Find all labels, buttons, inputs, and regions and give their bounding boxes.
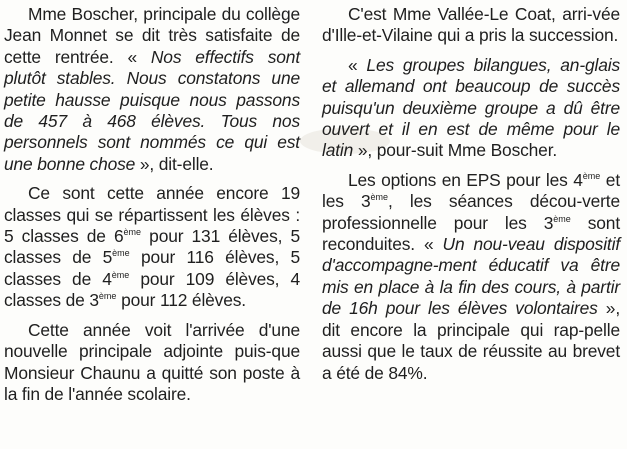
text-options-1: Les options en EPS pour les 4	[348, 169, 583, 190]
text-options-5: », dit encore la principale qui rap-pelle aussi que le taux de réussite au brevet a été de 84%.	[322, 298, 620, 383]
text-options-2: et les 3	[322, 169, 621, 212]
paragraph-principale-adjointe	[4, 320, 300, 406]
quote-open: «	[348, 54, 367, 75]
text-principale-adjointe: Cette année voit l'arrivée d'une nouvelle principale adjointe puis-que Monsieur Chaunu a quitté son poste à la fin de l'année scolaire.	[4, 319, 300, 404]
text-succession: C'est Mme Vallée-Le Coat, arri-vée d'Ille-et-Vilaine qui a pris la succession.	[322, 4, 620, 46]
superscript-eme: ème	[370, 192, 389, 203]
text-classes-5: pour 112 élèves.	[116, 290, 246, 311]
text-classes-4: pour 109 élèves, 4 classes de 3	[4, 268, 300, 311]
text-options-3: , les séances décou-verte professionnelle pour les 3	[322, 191, 621, 233]
text-options-4: sont reconduites. «	[322, 212, 620, 255]
paragraph-groupes-bilangues	[322, 55, 620, 162]
text-classes-1: Ce sont cette année encore 19 classes qui se répartissent les élèves : 5 classes de 6	[4, 183, 300, 247]
left-column	[4, 4, 300, 413]
text-attribution: », dit-elle.	[135, 153, 214, 174]
superscript-eme: ème	[111, 269, 130, 280]
paragraph-succession	[322, 4, 620, 47]
quote-groupes: Les groupes bilangues, an-glais et allemand ont beaucoup de succès puisqu'un deuxième groupe a dû être ouvert et il en est de même pour le latin	[322, 54, 620, 161]
paragraph-options	[322, 170, 620, 384]
superscript-eme: ème	[98, 291, 117, 302]
text-intro: Mme Boscher, principale du collège Jean Monnet se dit très satisfaite de cette rentrée. «	[4, 4, 300, 67]
right-column	[322, 4, 620, 392]
text-classes-3: pour 116 élèves, 5 classes de 4	[4, 247, 301, 289]
text-classes-2: pour 131 élèves, 5 classes de 5	[4, 226, 300, 268]
quote-dispositif: Un nou-veau dispositif d'accompagne-ment éducatif va être mis en place à la fin des cours, à partir de 16h pour les élèves volontaires	[322, 234, 620, 319]
text-poursuit: », pour-suit Mme Boscher.	[353, 140, 558, 161]
paragraph-classes	[4, 183, 300, 311]
quote-effectifs: Nos effectifs sont plutôt stables. Nous constatons une petite hausse puisque nous passons de 457 à 468 élèves. Tous nos personnels sont nommés ce qui est une bonne chose	[4, 46, 300, 174]
superscript-eme: ème	[112, 248, 130, 259]
superscript-eme: ème	[553, 213, 571, 224]
paragraph-rentree	[4, 4, 300, 175]
superscript-eme: ème	[582, 170, 601, 181]
superscript-eme: ème	[123, 227, 142, 238]
